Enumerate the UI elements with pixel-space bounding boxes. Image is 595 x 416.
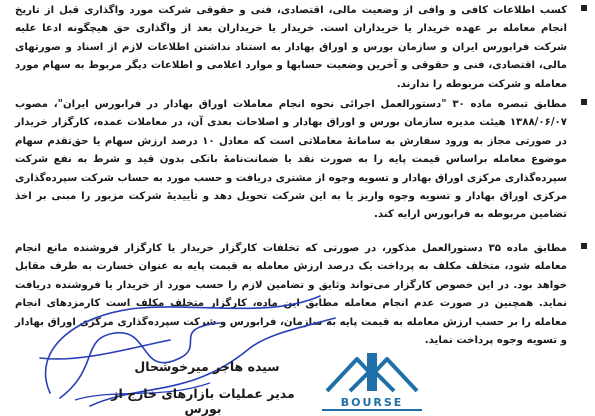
clause-text: مطابق ماده ۳۵ دستورالعمل مذکور، در صورتی که تخلفات کارگزار خریدار یا کارگزار فروشنده مانع انجام معامله شود، متخلف مکلف به پرداخت یک درصد ارزش معامله به قیمت پایه به عنوان خسارت به طرف مقابل خواهد بود. در این خصوص کارگزار می‌تواند وثایق و تضامین لازم را حسب مورد از خریدار یا فروشنده دریافت نماید. همچنین در صورت عدم انجام معامله مطابق این ماده، کارگزار متخلف مکلف است کارمزدهای انجام معامله را بر حسب ارزش معامله به قیمت پایه به سازمان، فرابورس و شرکت سپرده‌گذاری مرکزی اوراق بهادار و تسویه وجوه پرداخت نماید. bbox=[15, 243, 567, 347]
svg-text:BOURSE: BOURSE bbox=[340, 396, 404, 409]
signatory-title: مدیر عملیات بازارهای خارج از بورس bbox=[111, 386, 295, 416]
bullet-icon bbox=[581, 5, 587, 11]
clause-2 bbox=[15, 96, 585, 225]
clause-text: مطابق تبصره ماده ۳۰ "دستورالعمل اجرائی نحوه انجام معاملات اوراق بهادار در فرابورس ایران"، مصوب ۱۳۸۸/۰۶/۰۷ هیئت مدیره سازمان بورس و اوراق بهادار و اصلاحات بعدی آن، در معاملات عمده، کارگزار خریدار در صورتی مجاز به ورود سفارش به سامانهٔ معاملاتی است که معادل ۱۰ درصد ارزش سهام یا حق‌تقدم سهام موضوع معامله براساس قیمت پایه را به صورت نقد یا ضمانت‌نامهٔ بانکی بدون قید و شرط به نفع شرکت سپرده‌گذاری مرکزی اوراق بهادار و تسویه وجوه از مشتری دریافت و حسب مورد به حساب شرکت سپرده‌گذاری مرکزی اوراق بهادار و تسویه وجوه واریز یا به این شرکت تحویل دهد و تأییدیهٔ شرکت مزبور را مبنی بر اخذ تضامین مربوطه به فرابورس ارایه کند. bbox=[15, 99, 567, 221]
bourse-logo bbox=[312, 345, 432, 413]
bullet-icon bbox=[581, 243, 587, 249]
clause-1 bbox=[15, 2, 585, 94]
signatory-name: سیده هاجر میرخوشحال bbox=[134, 359, 280, 374]
bullet-icon bbox=[581, 99, 587, 105]
clause-text: کسب اطلاعات کافی و وافی از وضعیت مالی، اقتصادی، فنی و حقوقی شرکت مورد واگذاری قبل از تاریخ انجام معامله بر عهده خریدار یا خریداران است. خریدار یا خریداران بعد از واگذاری حق هیچگونه ادعا علیه شرکت فرابورس ایران و سازمان بورس و اوراق بهادار به استناد نداشتن اطلاعات لازم از اسناد و صورتهای مالی، اقتصادی، فنی و حقوقی و آخرین وضعیت حسابها و موارد اعلامی و اطلاعات دیگر مربوط به سهام مورد معامله و شرکت مربوطه را ندارند. bbox=[15, 5, 567, 90]
